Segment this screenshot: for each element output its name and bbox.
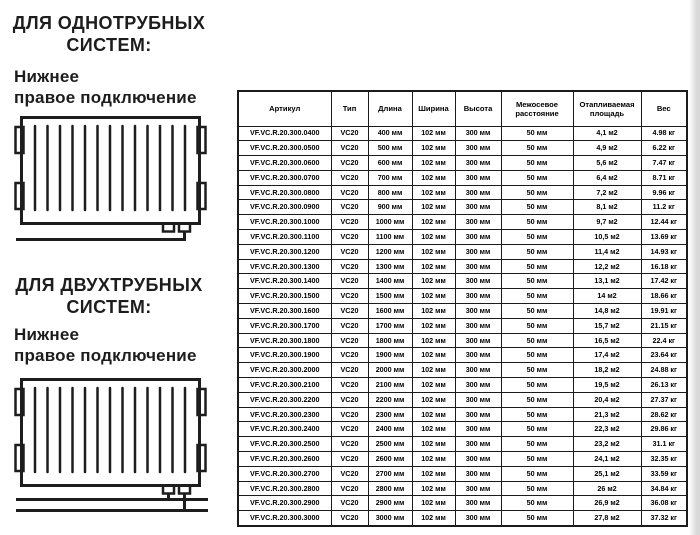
- table-cell: VC20: [331, 496, 368, 511]
- table-cell: VF.VC.R.20.300.1600: [238, 304, 331, 319]
- table-cell: 12,2 м2: [573, 259, 641, 274]
- table-cell: 1300 мм: [368, 259, 412, 274]
- table-cell: 300 мм: [455, 333, 501, 348]
- table-cell: 2600 мм: [368, 452, 412, 467]
- radiator-single-pipe-diagram-icon: [8, 110, 212, 251]
- table-cell: 13.69 кг: [641, 230, 687, 245]
- table-cell: 102 мм: [412, 437, 455, 452]
- table-cell: 27,8 м2: [573, 511, 641, 526]
- table-cell: 102 мм: [412, 215, 455, 230]
- section-title-line2: СИСТЕМ:: [66, 35, 152, 55]
- table-cell: 300 мм: [455, 422, 501, 437]
- table-cell: VF.VC.R.20.300.2700: [238, 466, 331, 481]
- subtitle-line2: правое подключение: [14, 88, 197, 107]
- table-cell: 6,4 м2: [573, 170, 641, 185]
- table-cell: 16,5 м2: [573, 333, 641, 348]
- table-cell: 24.88 кг: [641, 363, 687, 378]
- table-cell: 102 мм: [412, 170, 455, 185]
- table-cell: 12.44 кг: [641, 215, 687, 230]
- scan-edge-shadow: [689, 0, 700, 535]
- table-row: [238, 511, 687, 526]
- table-cell: 102 мм: [412, 392, 455, 407]
- table-cell: 102 мм: [412, 230, 455, 245]
- table-cell: 50 мм: [501, 318, 573, 333]
- table-cell: 16.18 кг: [641, 259, 687, 274]
- table-cell: 102 мм: [412, 348, 455, 363]
- table-cell: VF.VC.R.20.300.0400: [238, 126, 331, 141]
- table-cell: 50 мм: [501, 496, 573, 511]
- table-cell: 300 мм: [455, 452, 501, 467]
- table-cell: 300 мм: [455, 392, 501, 407]
- table-body: [238, 126, 687, 526]
- table-cell: VF.VC.R.20.300.1700: [238, 318, 331, 333]
- table-cell: 300 мм: [455, 215, 501, 230]
- table-cell: 2400 мм: [368, 422, 412, 437]
- column-header: Ширина: [412, 91, 455, 126]
- table-cell: VC20: [331, 363, 368, 378]
- table-cell: 50 мм: [501, 378, 573, 393]
- table-cell: 50 мм: [501, 437, 573, 452]
- table-cell: 50 мм: [501, 126, 573, 141]
- table-row: [238, 422, 687, 437]
- table-row: [238, 230, 687, 245]
- table-cell: 9,7 м2: [573, 215, 641, 230]
- table-cell: 800 мм: [368, 185, 412, 200]
- table-cell: VC20: [331, 348, 368, 363]
- table-cell: 34.84 кг: [641, 481, 687, 496]
- table-cell: VF.VC.R.20.300.1100: [238, 230, 331, 245]
- table-cell: 1100 мм: [368, 230, 412, 245]
- table-row: [238, 318, 687, 333]
- table-cell: VF.VC.R.20.300.2900: [238, 496, 331, 511]
- table-cell: VF.VC.R.20.300.0900: [238, 200, 331, 215]
- column-header: Длина: [368, 91, 412, 126]
- table-cell: 11,4 м2: [573, 244, 641, 259]
- table-cell: 27.37 кг: [641, 392, 687, 407]
- table-cell: 500 мм: [368, 141, 412, 156]
- table-cell: 50 мм: [501, 363, 573, 378]
- table-cell: 1400 мм: [368, 274, 412, 289]
- table-cell: VC20: [331, 452, 368, 467]
- table-row: [238, 496, 687, 511]
- table-cell: 2200 мм: [368, 392, 412, 407]
- table-cell: VF.VC.R.20.300.0700: [238, 170, 331, 185]
- table-cell: 2300 мм: [368, 407, 412, 422]
- table-cell: VF.VC.R.20.300.1400: [238, 274, 331, 289]
- table-cell: VC20: [331, 244, 368, 259]
- table-cell: 102 мм: [412, 289, 455, 304]
- table-cell: 50 мм: [501, 156, 573, 171]
- table-cell: 300 мм: [455, 141, 501, 156]
- table-cell: VC20: [331, 333, 368, 348]
- table-cell: 102 мм: [412, 244, 455, 259]
- column-header: Отапливаемая площадь: [573, 91, 641, 126]
- table-cell: 50 мм: [501, 274, 573, 289]
- table-cell: 33.59 кг: [641, 466, 687, 481]
- table-cell: VC20: [331, 466, 368, 481]
- table-cell: 23,2 м2: [573, 437, 641, 452]
- table-cell: VF.VC.R.20.300.3000: [238, 511, 331, 526]
- table-cell: 15,7 м2: [573, 318, 641, 333]
- table-cell: 300 мм: [455, 496, 501, 511]
- table-row: [238, 437, 687, 452]
- table-cell: 14 м2: [573, 289, 641, 304]
- table-cell: 300 мм: [455, 378, 501, 393]
- table-cell: VC20: [331, 185, 368, 200]
- table-cell: 102 мм: [412, 259, 455, 274]
- table-cell: VC20: [331, 259, 368, 274]
- table-cell: 400 мм: [368, 126, 412, 141]
- table-cell: 14.93 кг: [641, 244, 687, 259]
- section-title-line1: ДЛЯ ОДНОТРУБНЫХ: [12, 13, 206, 33]
- table-cell: 3000 мм: [368, 511, 412, 526]
- section-subtitle-single-pipe: [14, 66, 224, 108]
- table-cell: 1600 мм: [368, 304, 412, 319]
- table-cell: 102 мм: [412, 333, 455, 348]
- table-cell: VF.VC.R.20.300.0500: [238, 141, 331, 156]
- table-cell: 18.66 кг: [641, 289, 687, 304]
- subtitle-line1: Нижнее: [14, 67, 80, 86]
- table-cell: VF.VC.R.20.300.2200: [238, 392, 331, 407]
- table-cell: 50 мм: [501, 333, 573, 348]
- table-cell: 7,2 м2: [573, 185, 641, 200]
- table-cell: 21.15 кг: [641, 318, 687, 333]
- table-cell: 4.98 кг: [641, 126, 687, 141]
- radiator-spec-table: [237, 90, 688, 527]
- table-cell: 50 мм: [501, 259, 573, 274]
- table-cell: 300 мм: [455, 126, 501, 141]
- table-cell: 300 мм: [455, 437, 501, 452]
- table-row: [238, 126, 687, 141]
- table-row: [238, 407, 687, 422]
- table-cell: 4,1 м2: [573, 126, 641, 141]
- table-cell: VC20: [331, 230, 368, 245]
- column-header: Артикул: [238, 91, 331, 126]
- table-cell: 26,9 м2: [573, 496, 641, 511]
- table-cell: 300 мм: [455, 185, 501, 200]
- table-row: [238, 333, 687, 348]
- table-cell: 102 мм: [412, 304, 455, 319]
- table-cell: 300 мм: [455, 318, 501, 333]
- table-cell: VC20: [331, 318, 368, 333]
- section-title-line1: ДЛЯ ДВУХТРУБНЫХ: [15, 275, 203, 295]
- table-cell: VF.VC.R.20.300.1900: [238, 348, 331, 363]
- table-cell: VF.VC.R.20.300.1800: [238, 333, 331, 348]
- subtitle-line1: Нижнее: [14, 325, 80, 344]
- table-cell: 300 мм: [455, 304, 501, 319]
- table-row: [238, 200, 687, 215]
- table-row: [238, 289, 687, 304]
- table-cell: VC20: [331, 215, 368, 230]
- table-cell: 102 мм: [412, 200, 455, 215]
- table-cell: 19,5 м2: [573, 378, 641, 393]
- table-cell: 14,8 м2: [573, 304, 641, 319]
- table-cell: 8.71 кг: [641, 170, 687, 185]
- table-cell: 1200 мм: [368, 244, 412, 259]
- table-cell: VC20: [331, 274, 368, 289]
- table-cell: 900 мм: [368, 200, 412, 215]
- table-cell: 18,2 м2: [573, 363, 641, 378]
- table-cell: 50 мм: [501, 244, 573, 259]
- table-cell: 102 мм: [412, 422, 455, 437]
- left-panel: [0, 0, 232, 535]
- column-header: Тип: [331, 91, 368, 126]
- table-cell: 102 мм: [412, 496, 455, 511]
- radiator-two-pipe-diagram-icon: [8, 372, 212, 523]
- table-cell: VF.VC.R.20.300.2100: [238, 378, 331, 393]
- table-cell: VF.VC.R.20.300.2300: [238, 407, 331, 422]
- column-header: Межосевое расстояние: [501, 91, 573, 126]
- table-cell: 4,9 м2: [573, 141, 641, 156]
- table-row: [238, 304, 687, 319]
- table-row: [238, 348, 687, 363]
- table-cell: 102 мм: [412, 378, 455, 393]
- table-cell: 300 мм: [455, 466, 501, 481]
- table-cell: 19.91 кг: [641, 304, 687, 319]
- table-cell: 26 м2: [573, 481, 641, 496]
- table-cell: 300 мм: [455, 244, 501, 259]
- table-cell: 102 мм: [412, 466, 455, 481]
- table-row: [238, 185, 687, 200]
- table-cell: 50 мм: [501, 289, 573, 304]
- table-cell: VC20: [331, 126, 368, 141]
- table-cell: 50 мм: [501, 141, 573, 156]
- table-cell: 300 мм: [455, 230, 501, 245]
- table-row: [238, 141, 687, 156]
- table-header: [238, 91, 687, 126]
- table-cell: 2700 мм: [368, 466, 412, 481]
- table-cell: 50 мм: [501, 452, 573, 467]
- table-cell: VC20: [331, 422, 368, 437]
- table-header-row: [238, 91, 687, 126]
- table-row: [238, 156, 687, 171]
- table-cell: 26.13 кг: [641, 378, 687, 393]
- table-cell: 22,3 м2: [573, 422, 641, 437]
- table-cell: 32.35 кг: [641, 452, 687, 467]
- table-cell: 300 мм: [455, 170, 501, 185]
- table-cell: 37.32 кг: [641, 511, 687, 526]
- table-cell: 5,6 м2: [573, 156, 641, 171]
- table-cell: 300 мм: [455, 259, 501, 274]
- subtitle-line2: правое подключение: [14, 346, 197, 365]
- table-row: [238, 244, 687, 259]
- table-cell: 50 мм: [501, 170, 573, 185]
- table-cell: 17.42 кг: [641, 274, 687, 289]
- table-cell: VC20: [331, 392, 368, 407]
- table-cell: VC20: [331, 156, 368, 171]
- table-cell: 300 мм: [455, 511, 501, 526]
- table-cell: 300 мм: [455, 156, 501, 171]
- table-cell: VF.VC.R.20.300.2800: [238, 481, 331, 496]
- table-cell: 300 мм: [455, 200, 501, 215]
- table-cell: 300 мм: [455, 481, 501, 496]
- table-cell: 21,3 м2: [573, 407, 641, 422]
- table-cell: 600 мм: [368, 156, 412, 171]
- table-row: [238, 259, 687, 274]
- table-cell: VC20: [331, 170, 368, 185]
- table-cell: 300 мм: [455, 289, 501, 304]
- table-cell: 29.86 кг: [641, 422, 687, 437]
- table-cell: 50 мм: [501, 304, 573, 319]
- table-cell: 1800 мм: [368, 333, 412, 348]
- table-cell: 50 мм: [501, 407, 573, 422]
- table-cell: 2900 мм: [368, 496, 412, 511]
- table-cell: 17,4 м2: [573, 348, 641, 363]
- table-cell: 102 мм: [412, 363, 455, 378]
- table-cell: VC20: [331, 378, 368, 393]
- table-cell: VC20: [331, 481, 368, 496]
- table-cell: 102 мм: [412, 156, 455, 171]
- table-cell: VF.VC.R.20.300.1500: [238, 289, 331, 304]
- section-title-line2: СИСТЕМ:: [66, 297, 152, 317]
- table-cell: 50 мм: [501, 348, 573, 363]
- table-cell: VC20: [331, 200, 368, 215]
- table-cell: 102 мм: [412, 126, 455, 141]
- table-row: [238, 378, 687, 393]
- table-cell: VF.VC.R.20.300.2600: [238, 452, 331, 467]
- table-row: [238, 452, 687, 467]
- table-cell: VF.VC.R.20.300.2400: [238, 422, 331, 437]
- table-cell: 1900 мм: [368, 348, 412, 363]
- table-row: [238, 481, 687, 496]
- table-cell: 1000 мм: [368, 215, 412, 230]
- table-cell: 28.62 кг: [641, 407, 687, 422]
- table-cell: 102 мм: [412, 185, 455, 200]
- table-cell: 300 мм: [455, 348, 501, 363]
- table-cell: 7.47 кг: [641, 156, 687, 171]
- table-cell: 31.1 кг: [641, 437, 687, 452]
- table-cell: VC20: [331, 407, 368, 422]
- table-cell: 20,4 м2: [573, 392, 641, 407]
- table-cell: VF.VC.R.20.300.1000: [238, 215, 331, 230]
- table-cell: 2000 мм: [368, 363, 412, 378]
- table-cell: 2100 мм: [368, 378, 412, 393]
- section-subtitle-two-pipe: [14, 324, 224, 366]
- table-cell: 6.22 кг: [641, 141, 687, 156]
- table-cell: 36.08 кг: [641, 496, 687, 511]
- column-header: Вес: [641, 91, 687, 126]
- table-cell: 22.4 кг: [641, 333, 687, 348]
- table-cell: VC20: [331, 304, 368, 319]
- table-cell: 2800 мм: [368, 481, 412, 496]
- table-cell: 102 мм: [412, 481, 455, 496]
- table-cell: 50 мм: [501, 466, 573, 481]
- table-cell: VF.VC.R.20.300.2000: [238, 363, 331, 378]
- table-cell: 11.2 кг: [641, 200, 687, 215]
- table-cell: 102 мм: [412, 141, 455, 156]
- table-cell: 50 мм: [501, 185, 573, 200]
- table-cell: VC20: [331, 141, 368, 156]
- table-cell: 50 мм: [501, 230, 573, 245]
- column-header: Высота: [455, 91, 501, 126]
- table-row: [238, 274, 687, 289]
- table-cell: 50 мм: [501, 200, 573, 215]
- table-cell: 1700 мм: [368, 318, 412, 333]
- table-row: [238, 392, 687, 407]
- table-cell: 50 мм: [501, 481, 573, 496]
- table-cell: 50 мм: [501, 511, 573, 526]
- table-row: [238, 466, 687, 481]
- table-cell: 700 мм: [368, 170, 412, 185]
- table-cell: VC20: [331, 437, 368, 452]
- table-cell: 102 мм: [412, 318, 455, 333]
- table-cell: 300 мм: [455, 407, 501, 422]
- section-title-two-pipe: [0, 274, 218, 318]
- table-cell: 25,1 м2: [573, 466, 641, 481]
- table-cell: 8,1 м2: [573, 200, 641, 215]
- table-cell: VF.VC.R.20.300.1200: [238, 244, 331, 259]
- table-cell: 50 мм: [501, 215, 573, 230]
- table-cell: VC20: [331, 289, 368, 304]
- table-row: [238, 363, 687, 378]
- table-cell: 2500 мм: [368, 437, 412, 452]
- table-row: [238, 170, 687, 185]
- table-cell: 102 мм: [412, 452, 455, 467]
- table-cell: 10,5 м2: [573, 230, 641, 245]
- table-cell: 102 мм: [412, 511, 455, 526]
- table-cell: VF.VC.R.20.300.1300: [238, 259, 331, 274]
- table-cell: VF.VC.R.20.300.0600: [238, 156, 331, 171]
- table-cell: 300 мм: [455, 363, 501, 378]
- table-cell: 13,1 м2: [573, 274, 641, 289]
- table-row: [238, 215, 687, 230]
- table-cell: 102 мм: [412, 407, 455, 422]
- table-cell: 50 мм: [501, 392, 573, 407]
- table-cell: 23.64 кг: [641, 348, 687, 363]
- table-cell: 50 мм: [501, 422, 573, 437]
- section-title-single-pipe: [0, 12, 218, 56]
- table-cell: 1500 мм: [368, 289, 412, 304]
- table-cell: 24,1 м2: [573, 452, 641, 467]
- table-cell: VC20: [331, 511, 368, 526]
- table-cell: VF.VC.R.20.300.2500: [238, 437, 331, 452]
- table-cell: VF.VC.R.20.300.0800: [238, 185, 331, 200]
- table-cell: 9.96 кг: [641, 185, 687, 200]
- table-cell: 102 мм: [412, 274, 455, 289]
- table-cell: 300 мм: [455, 274, 501, 289]
